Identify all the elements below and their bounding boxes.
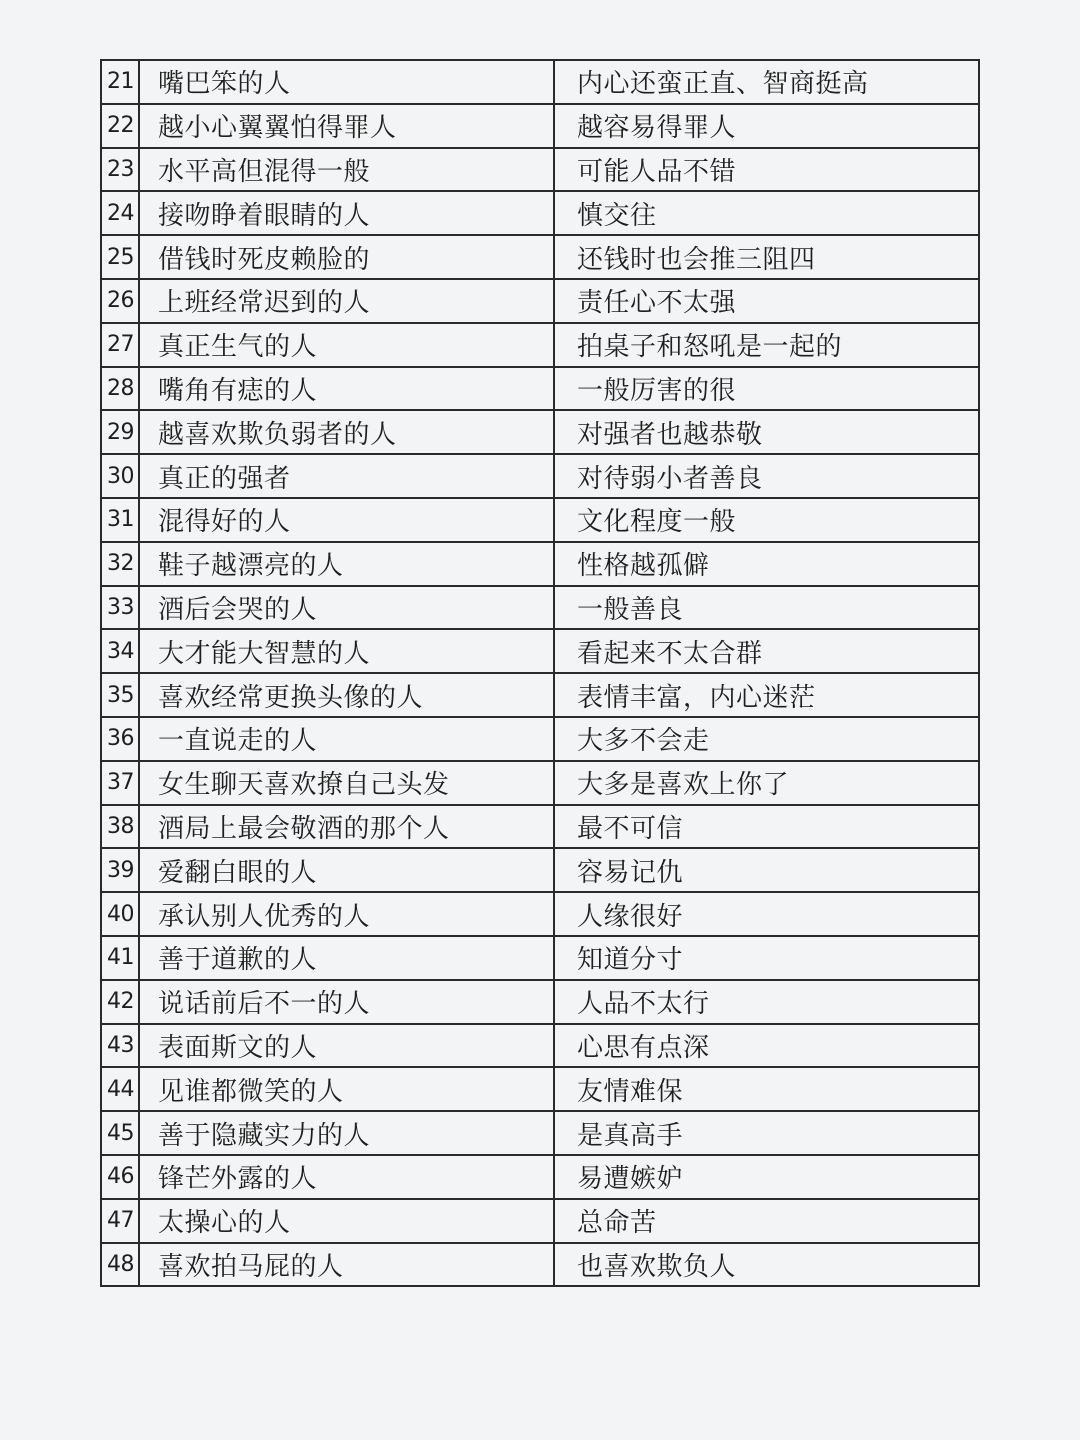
table-row <box>101 542 979 586</box>
row-number: 43 <box>101 1024 139 1068</box>
trait-cell: 内心还蛮正直、智商挺高 <box>554 60 979 104</box>
row-number: 40 <box>101 892 139 936</box>
table-row <box>101 629 979 673</box>
row-number: 22 <box>101 104 139 148</box>
row-number: 27 <box>101 323 139 367</box>
subject-cell: 喜欢经常更换头像的人 <box>139 673 554 717</box>
row-number: 21 <box>101 60 139 104</box>
row-number: 47 <box>101 1199 139 1243</box>
subject-cell: 真正的强者 <box>139 454 554 498</box>
trait-cell: 一般善良 <box>554 586 979 630</box>
subject-cell: 越喜欢欺负弱者的人 <box>139 410 554 454</box>
trait-cell: 表情丰富，内心迷茫 <box>554 673 979 717</box>
table-row <box>101 848 979 892</box>
subject-cell: 酒后会哭的人 <box>139 586 554 630</box>
trait-cell: 还钱时也会推三阻四 <box>554 235 979 279</box>
row-number: 48 <box>101 1243 139 1287</box>
subject-cell: 爱翻白眼的人 <box>139 848 554 892</box>
row-number: 44 <box>101 1067 139 1111</box>
row-number: 35 <box>101 673 139 717</box>
table-row <box>101 498 979 542</box>
trait-cell: 责任心不太强 <box>554 279 979 323</box>
subject-cell: 锋芒外露的人 <box>139 1155 554 1199</box>
row-number: 36 <box>101 717 139 761</box>
subject-cell: 水平高但混得一般 <box>139 148 554 192</box>
trait-cell: 是真高手 <box>554 1111 979 1155</box>
subject-cell: 越小心翼翼怕得罪人 <box>139 104 554 148</box>
subject-cell: 一直说走的人 <box>139 717 554 761</box>
subject-cell: 喜欢拍马屁的人 <box>139 1243 554 1287</box>
subject-cell: 说话前后不一的人 <box>139 980 554 1024</box>
row-number: 39 <box>101 848 139 892</box>
subject-cell: 大才能大智慧的人 <box>139 629 554 673</box>
subject-cell: 见谁都微笑的人 <box>139 1067 554 1111</box>
trait-cell: 慎交往 <box>554 191 979 235</box>
trait-cell: 知道分寸 <box>554 936 979 980</box>
subject-cell: 混得好的人 <box>139 498 554 542</box>
trait-cell: 对强者也越恭敬 <box>554 410 979 454</box>
trait-cell: 拍桌子和怒吼是一起的 <box>554 323 979 367</box>
subject-cell: 表面斯文的人 <box>139 1024 554 1068</box>
trait-cell: 最不可信 <box>554 805 979 849</box>
table-row <box>101 410 979 454</box>
table-row <box>101 1243 979 1287</box>
personality-table <box>100 59 980 1287</box>
subject-cell: 酒局上最会敬酒的那个人 <box>139 805 554 849</box>
subject-cell: 嘴角有痣的人 <box>139 367 554 411</box>
row-number: 25 <box>101 235 139 279</box>
trait-cell: 心思有点深 <box>554 1024 979 1068</box>
trait-cell: 友情难保 <box>554 1067 979 1111</box>
row-number: 42 <box>101 980 139 1024</box>
table-row <box>101 805 979 849</box>
table-row <box>101 673 979 717</box>
subject-cell: 嘴巴笨的人 <box>139 60 554 104</box>
table-row <box>101 936 979 980</box>
trait-cell: 看起来不太合群 <box>554 629 979 673</box>
trait-cell: 人品不太行 <box>554 980 979 1024</box>
table-row <box>101 191 979 235</box>
trait-cell: 一般厉害的很 <box>554 367 979 411</box>
subject-cell: 借钱时死皮赖脸的 <box>139 235 554 279</box>
table-row <box>101 586 979 630</box>
trait-cell: 性格越孤僻 <box>554 542 979 586</box>
table-row <box>101 148 979 192</box>
trait-cell: 可能人品不错 <box>554 148 979 192</box>
row-number: 28 <box>101 367 139 411</box>
trait-cell: 文化程度一般 <box>554 498 979 542</box>
trait-cell: 总命苦 <box>554 1199 979 1243</box>
subject-cell: 接吻睁着眼睛的人 <box>139 191 554 235</box>
subject-cell: 太操心的人 <box>139 1199 554 1243</box>
subject-cell: 善于隐藏实力的人 <box>139 1111 554 1155</box>
subject-cell: 鞋子越漂亮的人 <box>139 542 554 586</box>
trait-cell: 对待弱小者善良 <box>554 454 979 498</box>
row-number: 32 <box>101 542 139 586</box>
row-number: 29 <box>101 410 139 454</box>
row-number: 23 <box>101 148 139 192</box>
subject-cell: 善于道歉的人 <box>139 936 554 980</box>
table-row <box>101 980 979 1024</box>
row-number: 38 <box>101 805 139 849</box>
row-number: 46 <box>101 1155 139 1199</box>
subject-cell: 上班经常迟到的人 <box>139 279 554 323</box>
table-row <box>101 60 979 104</box>
row-number: 34 <box>101 629 139 673</box>
table-row <box>101 761 979 805</box>
table-row <box>101 104 979 148</box>
table-row <box>101 1111 979 1155</box>
table-row <box>101 1155 979 1199</box>
trait-cell: 容易记仇 <box>554 848 979 892</box>
table-row <box>101 367 979 411</box>
trait-cell: 人缘很好 <box>554 892 979 936</box>
table-row <box>101 1024 979 1068</box>
table-row <box>101 892 979 936</box>
table-row <box>101 1067 979 1111</box>
subject-cell: 女生聊天喜欢撩自己头发 <box>139 761 554 805</box>
table-row <box>101 454 979 498</box>
row-number: 31 <box>101 498 139 542</box>
row-number: 30 <box>101 454 139 498</box>
trait-cell: 大多是喜欢上你了 <box>554 761 979 805</box>
trait-cell: 易遭嫉妒 <box>554 1155 979 1199</box>
row-number: 33 <box>101 586 139 630</box>
table-row <box>101 717 979 761</box>
subject-cell: 承认别人优秀的人 <box>139 892 554 936</box>
table-row <box>101 279 979 323</box>
table-row <box>101 1199 979 1243</box>
row-number: 41 <box>101 936 139 980</box>
row-number: 37 <box>101 761 139 805</box>
trait-cell: 大多不会走 <box>554 717 979 761</box>
table-row <box>101 323 979 367</box>
trait-cell: 也喜欢欺负人 <box>554 1243 979 1287</box>
row-number: 45 <box>101 1111 139 1155</box>
table-body <box>101 60 979 1286</box>
table-row <box>101 235 979 279</box>
row-number: 24 <box>101 191 139 235</box>
subject-cell: 真正生气的人 <box>139 323 554 367</box>
row-number: 26 <box>101 279 139 323</box>
trait-cell: 越容易得罪人 <box>554 104 979 148</box>
